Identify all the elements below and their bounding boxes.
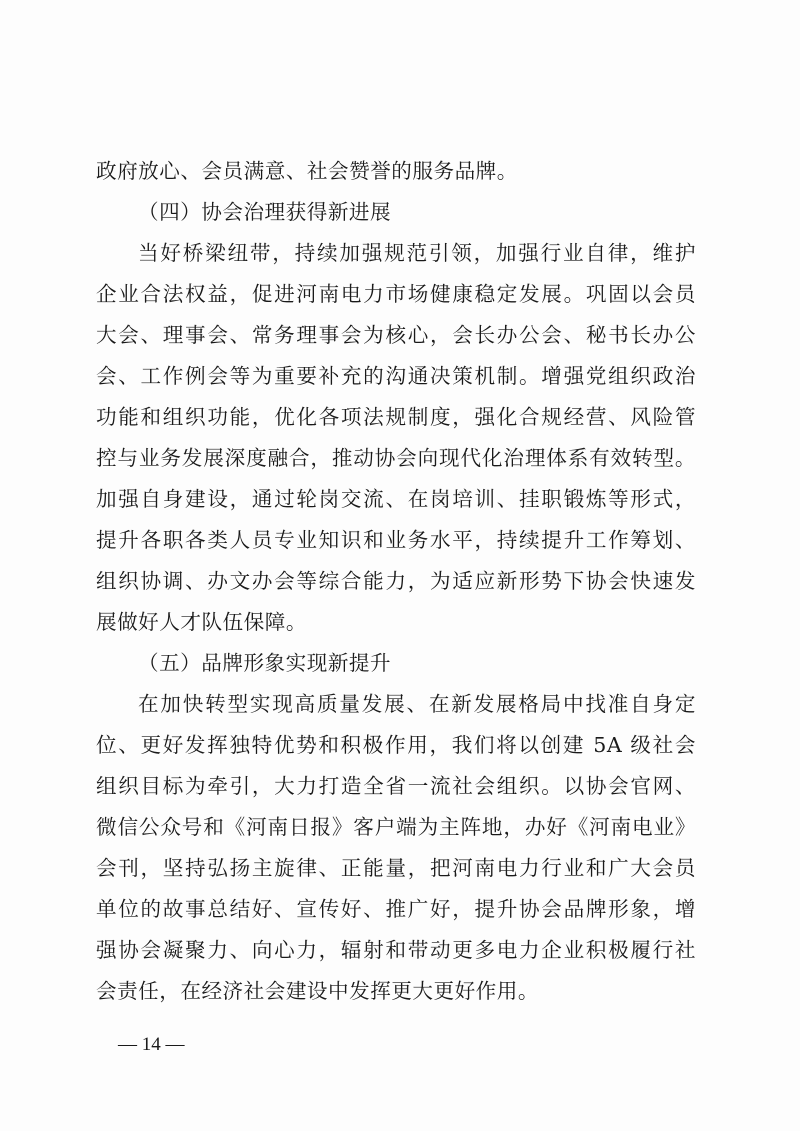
paragraph-line: 单位的故事总结好、宣传好、推广好，提升协会品牌形象，增	[96, 897, 696, 921]
paragraph-line: 展做好人才队伍保障。	[96, 610, 307, 634]
paragraph-line: 政府放心、会员满意、社会赞誉的服务品牌。	[96, 159, 518, 183]
paragraph-line: 强协会凝聚力、向心力，辐射和带动更多电力企业积极履行社	[96, 938, 696, 962]
section-heading-5: （五）品牌形象实现新提升	[138, 651, 392, 675]
paragraph-line: 组织目标为牵引，大力打造全省一流社会组织。以协会官网、	[96, 774, 696, 798]
paragraph-line: 加强自身建设，通过轮岗交流、在岗培训、挂职锻炼等形式，	[96, 487, 696, 511]
section-heading-4: （四）协会治理获得新进展	[138, 200, 392, 224]
paragraph-line: 会、工作例会等为重要补充的沟通决策机制。增强党组织政治	[96, 364, 696, 388]
paragraph-line: 会刊，坚持弘扬主旋律、正能量，把河南电力行业和广大会员	[96, 856, 696, 880]
paragraph-line: 位、更好发挥独特优势和积极作用，我们将以创建 5A 级社会	[96, 733, 696, 757]
paragraph-line: 微信公众号和《河南日报》客户端为主阵地，办好《河南电业》	[96, 815, 696, 839]
paragraph-line: 大会、理事会、常务理事会为核心，会长办公会、秘书长办公	[96, 323, 696, 347]
paragraph-line: 提升各职各类人员专业知识和业务水平，持续提升工作筹划、	[96, 528, 696, 552]
paragraph-line: 控与业务发展深度融合，推动协会向现代化治理体系有效转型。	[96, 446, 696, 470]
paragraph-line: 企业合法权益，促进河南电力市场健康稳定发展。巩固以会员	[96, 282, 696, 306]
paragraph-line: 功能和组织功能，优化各项法规制度，强化合规经营、风险管	[96, 405, 696, 429]
paragraph-line: 会责任，在经济社会建设中发挥更大更好作用。	[96, 979, 539, 1003]
paragraph-line: 在加快转型实现高质量发展、在新发展格局中找准自身定	[138, 692, 696, 716]
paragraph-line: 组织协调、办文办会等综合能力，为适应新形势下协会快速发	[96, 569, 696, 593]
page-number: — 14 —	[118, 1034, 185, 1055]
paragraph-line: 当好桥梁纽带，持续加强规范引领，加强行业自律，维护	[138, 241, 696, 265]
